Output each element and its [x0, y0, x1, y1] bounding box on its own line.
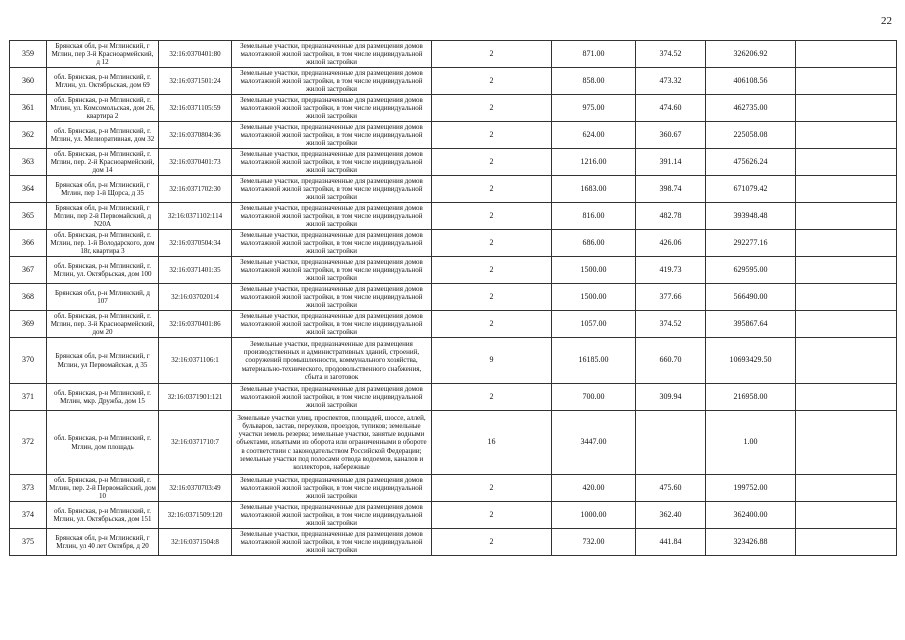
table-row	[10, 203, 897, 230]
cadastral-number: 32:16:0370401:86	[159, 311, 232, 338]
table-row	[10, 149, 897, 176]
land-purpose: Земельные участки, предназначенные для размещения производственных и административных зданий, строений, сооружений промышленности, коммунального хозяйства, материально-технического, продовольственного снабжения, сбыта и заготовок	[232, 338, 432, 384]
cadastral-address: Брянская обл, р-н Мглинский, г Мглин, ул 40 лет Октября, д 20	[47, 529, 159, 556]
empty-cell	[796, 502, 897, 529]
group-number: 9	[432, 338, 552, 384]
specific-value: 660.70	[636, 338, 706, 384]
cadastral-address: обл. Брянская, р-н Мглинский, г. Мглин, ул. Октябрьская, дом 100	[47, 257, 159, 284]
land-purpose: Земельные участки, предназначенные для размещения домов малоэтажной жилой застройки, в том числе индивидуальной жилой застройки	[232, 311, 432, 338]
cadastral-number: 32:16:0371401:35	[159, 257, 232, 284]
table-row	[10, 68, 897, 95]
table-row	[10, 176, 897, 203]
land-purpose: Земельные участки, предназначенные для размещения домов малоэтажной жилой застройки, в том числе индивидуальной жилой застройки	[232, 203, 432, 230]
row-number: 371	[10, 384, 47, 411]
empty-cell	[796, 411, 897, 475]
cadastral-value: 216958.00	[706, 384, 796, 411]
empty-cell	[796, 475, 897, 502]
cadastral-value: 225058.08	[706, 122, 796, 149]
row-number: 368	[10, 284, 47, 311]
cadastral-value: 292277.16	[706, 230, 796, 257]
row-number: 372	[10, 411, 47, 475]
group-number: 2	[432, 284, 552, 311]
group-number: 2	[432, 475, 552, 502]
group-number: 2	[432, 230, 552, 257]
cadastral-value: 1.00	[706, 411, 796, 475]
land-area: 1500.00	[552, 284, 636, 311]
land-area: 871.00	[552, 41, 636, 68]
specific-value: 374.52	[636, 311, 706, 338]
land-area: 732.00	[552, 529, 636, 556]
cadastral-address: обл. Брянская, р-н Мглинский, г. Мглин, пер. 2-й Первомайский, дом 10	[47, 475, 159, 502]
specific-value: 374.52	[636, 41, 706, 68]
table-row	[10, 230, 897, 257]
group-number: 2	[432, 529, 552, 556]
land-area: 1500.00	[552, 257, 636, 284]
table-row	[10, 338, 897, 384]
cadastral-address: обл. Брянская, р-н Мглинский, г. Мглин, дом площадь	[47, 411, 159, 475]
land-area: 858.00	[552, 68, 636, 95]
cadastral-address: Брянская обл, р-н Мглинский, г Мглин, ул Первомайская, д 35	[47, 338, 159, 384]
land-area: 3447.00	[552, 411, 636, 475]
cadastral-number: 32:16:0370401:80	[159, 41, 232, 68]
specific-value: 473.32	[636, 68, 706, 95]
cadastral-value: 199752.00	[706, 475, 796, 502]
cadastral-address: Брянская обл, р-н Мглинский, д 107	[47, 284, 159, 311]
group-number: 2	[432, 176, 552, 203]
land-purpose: Земельные участки улиц, проспектов, площадей, шоссе, аллей, бульваров, застав, переулков, проездов, тупиков; земельные участки земель резерва; земельные участки, занятые водными объектами, изъятыми из оборота или ограниченными в обороте в соответствии с законодательством Российской Федерации; земельные участки под полосами отвода водоемов, каналов и коллекторов, набережные	[232, 411, 432, 475]
cadastral-address: обл. Брянская, р-н Мглинский, г. Мглин, пер. 2-й Красноармейский, дом 14	[47, 149, 159, 176]
cadastral-value: 629595.00	[706, 257, 796, 284]
specific-value: 441.84	[636, 529, 706, 556]
empty-cell	[796, 68, 897, 95]
land-purpose: Земельные участки, предназначенные для размещения домов малоэтажной жилой застройки, в том числе индивидуальной жилой застройки	[232, 230, 432, 257]
row-number: 361	[10, 95, 47, 122]
row-number: 369	[10, 311, 47, 338]
land-area: 700.00	[552, 384, 636, 411]
table-row	[10, 502, 897, 529]
table-row	[10, 95, 897, 122]
empty-cell	[796, 338, 897, 384]
land-area: 16185.00	[552, 338, 636, 384]
specific-value: 360.67	[636, 122, 706, 149]
land-area: 1216.00	[552, 149, 636, 176]
cadastral-value: 566490.00	[706, 284, 796, 311]
empty-cell	[796, 95, 897, 122]
cadastral-number: 32:16:0371102:114	[159, 203, 232, 230]
table-row	[10, 284, 897, 311]
cadastral-number: 32:16:0371105:59	[159, 95, 232, 122]
cadastral-number: 32:16:0371702:30	[159, 176, 232, 203]
group-number: 2	[432, 122, 552, 149]
table-row	[10, 529, 897, 556]
specific-value: 398.74	[636, 176, 706, 203]
group-number: 2	[432, 68, 552, 95]
land-purpose: Земельные участки, предназначенные для размещения домов малоэтажной жилой застройки, в том числе индивидуальной жилой застройки	[232, 41, 432, 68]
land-area: 975.00	[552, 95, 636, 122]
cadastral-number: 32:16:0371501:24	[159, 68, 232, 95]
table-row	[10, 384, 897, 411]
land-purpose: Земельные участки, предназначенные для размещения домов малоэтажной жилой застройки, в том числе индивидуальной жилой застройки	[232, 529, 432, 556]
land-purpose: Земельные участки, предназначенные для размещения домов малоэтажной жилой застройки, в том числе индивидуальной жилой застройки	[232, 149, 432, 176]
table-row	[10, 122, 897, 149]
row-number: 367	[10, 257, 47, 284]
cadastral-number: 32:16:0370504:34	[159, 230, 232, 257]
group-number: 2	[432, 203, 552, 230]
table-row	[10, 311, 897, 338]
land-area: 1683.00	[552, 176, 636, 203]
group-number: 2	[432, 95, 552, 122]
cadastral-address: обл. Брянская, р-н Мглинский, г. Мглин, ул. Октябрьская, дом 69	[47, 68, 159, 95]
land-purpose: Земельные участки, предназначенные для размещения домов малоэтажной жилой застройки, в том числе индивидуальной жилой застройки	[232, 257, 432, 284]
cadastral-address: обл. Брянская, р-н Мглинский, г. Мглин, ул. Октябрьская, дом 151	[47, 502, 159, 529]
cadastral-address: обл. Брянская, р-н Мглинский, г. Мглин, пер. 1-й Володарского, дом 18г, квартира 3	[47, 230, 159, 257]
land-area: 420.00	[552, 475, 636, 502]
row-number: 373	[10, 475, 47, 502]
group-number: 2	[432, 149, 552, 176]
land-purpose: Земельные участки, предназначенные для размещения домов малоэтажной жилой застройки, в том числе индивидуальной жилой застройки	[232, 384, 432, 411]
cadastral-value: 10693429.50	[706, 338, 796, 384]
specific-value: 362.40	[636, 502, 706, 529]
row-number: 375	[10, 529, 47, 556]
group-number: 2	[432, 384, 552, 411]
empty-cell	[796, 311, 897, 338]
row-number: 364	[10, 176, 47, 203]
group-number: 2	[432, 311, 552, 338]
cadastral-address: Брянская обл, р-н Мглинский, г Мглин, пер 1-й Щорса, д 35	[47, 176, 159, 203]
land-area: 816.00	[552, 203, 636, 230]
row-number: 374	[10, 502, 47, 529]
empty-cell	[796, 203, 897, 230]
land-purpose: Земельные участки, предназначенные для размещения домов малоэтажной жилой застройки, в том числе индивидуальной жилой застройки	[232, 284, 432, 311]
row-number: 362	[10, 122, 47, 149]
specific-value: 482.78	[636, 203, 706, 230]
empty-cell	[796, 257, 897, 284]
empty-cell	[796, 149, 897, 176]
row-number: 360	[10, 68, 47, 95]
group-number: 2	[432, 41, 552, 68]
group-number: 2	[432, 502, 552, 529]
cadastral-value: 475626.24	[706, 149, 796, 176]
specific-value: 475.60	[636, 475, 706, 502]
specific-value: 391.14	[636, 149, 706, 176]
cadastral-value: 462735.00	[706, 95, 796, 122]
cadastral-number: 32:16:0371509:120	[159, 502, 232, 529]
cadastral-address: обл. Брянская, р-н Мглинский, г. Мглин, ул. Мелиоративная, дом 32	[47, 122, 159, 149]
land-purpose: Земельные участки, предназначенные для размещения домов малоэтажной жилой застройки, в том числе индивидуальной жилой застройки	[232, 475, 432, 502]
cadastral-number: 32:16:0370703:49	[159, 475, 232, 502]
page-number: 22	[881, 15, 892, 27]
row-number: 359	[10, 41, 47, 68]
cadastral-value: 362400.00	[706, 502, 796, 529]
cadastral-address: обл. Брянская, р-н Мглинский, г. Мглин, мкр. Дружба, дом 15	[47, 384, 159, 411]
specific-value: 309.94	[636, 384, 706, 411]
empty-cell	[796, 284, 897, 311]
cadastral-value: 323426.88	[706, 529, 796, 556]
cadastral-number: 32:16:0371504:8	[159, 529, 232, 556]
cadastral-address: обл. Брянская, р-н Мглинский, г. Мглин, ул. Комсомольская, дом 26, квартира 2	[47, 95, 159, 122]
cadastral-value: 395867.64	[706, 311, 796, 338]
specific-value	[636, 411, 706, 475]
cadastral-value: 406108.56	[706, 68, 796, 95]
cadastral-number: 32:16:0371710:7	[159, 411, 232, 475]
cadastral-number: 32:16:0370201:4	[159, 284, 232, 311]
row-number: 365	[10, 203, 47, 230]
land-area: 624.00	[552, 122, 636, 149]
empty-cell	[796, 122, 897, 149]
land-purpose: Земельные участки, предназначенные для размещения домов малоэтажной жилой застройки, в том числе индивидуальной жилой застройки	[232, 502, 432, 529]
row-number: 363	[10, 149, 47, 176]
land-area: 1000.00	[552, 502, 636, 529]
empty-cell	[796, 529, 897, 556]
row-number: 366	[10, 230, 47, 257]
specific-value: 377.66	[636, 284, 706, 311]
specific-value: 426.06	[636, 230, 706, 257]
table-row	[10, 411, 897, 475]
empty-cell	[796, 41, 897, 68]
cadastral-number: 32:16:0370804:36	[159, 122, 232, 149]
land-purpose: Земельные участки, предназначенные для размещения домов малоэтажной жилой застройки, в том числе индивидуальной жилой застройки	[232, 122, 432, 149]
land-purpose: Земельные участки, предназначенные для размещения домов малоэтажной жилой застройки, в том числе индивидуальной жилой застройки	[232, 176, 432, 203]
land-registry-table	[9, 40, 897, 556]
cadastral-address: Брянская обл, р-н Мглинский, г Мглин, пер 2-й Первомайский, д N20А	[47, 203, 159, 230]
table-row	[10, 475, 897, 502]
specific-value: 419.73	[636, 257, 706, 284]
table-row	[10, 41, 897, 68]
group-number: 16	[432, 411, 552, 475]
empty-cell	[796, 230, 897, 257]
cadastral-value: 326206.92	[706, 41, 796, 68]
cadastral-value: 671079.42	[706, 176, 796, 203]
cadastral-number: 32:16:0371106:1	[159, 338, 232, 384]
land-area: 686.00	[552, 230, 636, 257]
land-area: 1057.00	[552, 311, 636, 338]
cadastral-address: обл. Брянская, р-н Мглинский, г. Мглин, пер. 3-й Красноармейский, дом 20	[47, 311, 159, 338]
land-purpose: Земельные участки, предназначенные для размещения домов малоэтажной жилой застройки, в том числе индивидуальной жилой застройки	[232, 95, 432, 122]
cadastral-number: 32:16:0370401:73	[159, 149, 232, 176]
table-row	[10, 257, 897, 284]
empty-cell	[796, 176, 897, 203]
land-purpose: Земельные участки, предназначенные для размещения домов малоэтажной жилой застройки, в том числе индивидуальной жилой застройки	[232, 68, 432, 95]
cadastral-number: 32:16:0371901:121	[159, 384, 232, 411]
cadastral-value: 393948.48	[706, 203, 796, 230]
empty-cell	[796, 384, 897, 411]
group-number: 2	[432, 257, 552, 284]
cadastral-address: Брянская обл, р-н Мглинский, г Мглин, пер 3-й Красноармейский, д 12	[47, 41, 159, 68]
specific-value: 474.60	[636, 95, 706, 122]
row-number: 370	[10, 338, 47, 384]
